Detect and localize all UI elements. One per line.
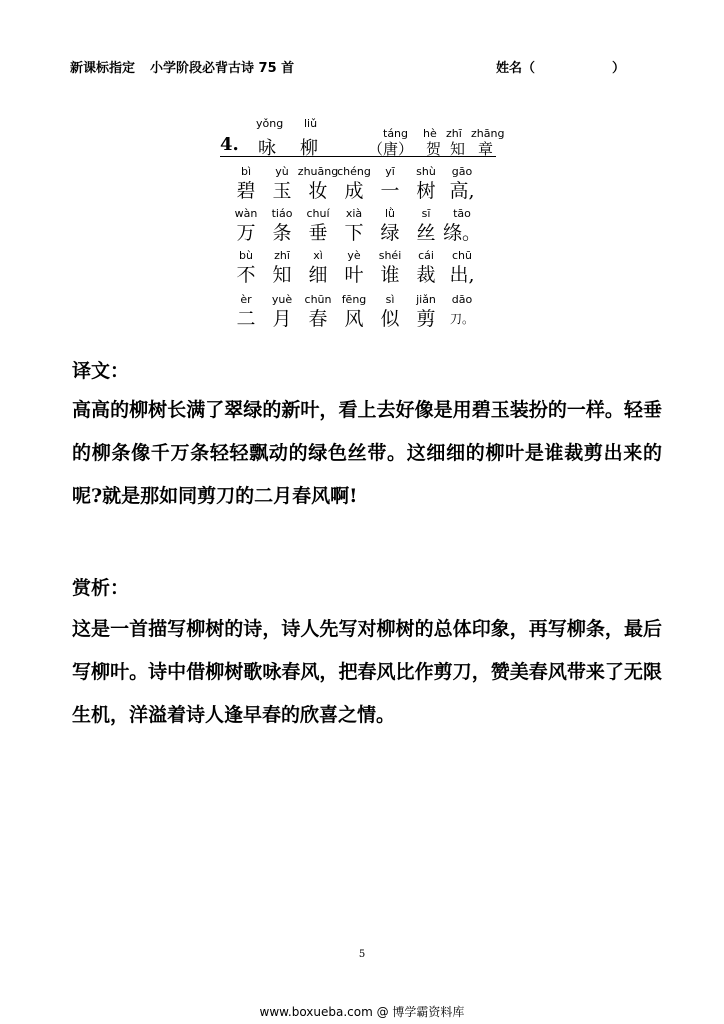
hanzi: 剪 [416, 308, 436, 330]
author-char: 知 [450, 140, 466, 158]
pinyin: sì [385, 293, 395, 306]
poem-cell [228, 165, 264, 203]
poem-line [228, 293, 484, 331]
hanzi: 条 [272, 222, 292, 244]
poem-cell [228, 293, 264, 331]
pinyin: xià [345, 207, 363, 220]
pinyin: yuè [271, 293, 293, 306]
poem-cell [444, 249, 480, 287]
poem-cell [297, 165, 339, 203]
poem-cell [336, 249, 372, 287]
pinyin: xì [313, 249, 323, 262]
hanzi: 绿 [380, 222, 400, 244]
pinyin: yī [385, 165, 395, 178]
hanzi: 丝 [416, 222, 436, 244]
title-char: 咏 [258, 138, 276, 159]
pinyin: zhī [274, 249, 290, 262]
poem-cell [444, 207, 480, 245]
hanzi: 高, [449, 180, 475, 202]
hanzi: 不 [236, 264, 256, 286]
pinyin: lǜ [384, 207, 396, 220]
poem-cell [228, 249, 264, 287]
pinyin: tāo [453, 207, 471, 220]
title-pinyin: yǒng [256, 117, 284, 130]
poem-cell [300, 207, 336, 245]
pinyin: tiáo [271, 207, 293, 220]
hanzi: 成 [344, 180, 364, 202]
hanzi: 刀。 [449, 312, 474, 326]
pinyin: yù [275, 165, 289, 178]
hanzi: 垂 [308, 222, 328, 244]
pinyin: yè [347, 249, 361, 262]
pinyin: chuí [306, 207, 330, 220]
poem-cell [372, 293, 408, 331]
hanzi: 出, [449, 264, 475, 286]
dynasty-pinyin: táng [383, 127, 409, 140]
hanzi: 裁 [416, 264, 436, 286]
hanzi: 知 [272, 264, 292, 286]
page-number: 5 [358, 949, 366, 960]
pinyin: fēng [341, 293, 367, 306]
name-label: 姓名（ [496, 61, 536, 76]
poem-cell [444, 293, 480, 331]
hanzi: 似 [380, 308, 400, 330]
poem-cell [336, 207, 372, 245]
hanzi: 谁 [380, 264, 400, 286]
hanzi: 万 [236, 222, 256, 244]
header-series: 新课标指定 [70, 61, 136, 76]
author-char: 贺 [426, 140, 442, 158]
poem-cell [300, 249, 336, 287]
pinyin: shù [416, 165, 436, 178]
hanzi: 碧 [236, 180, 256, 202]
hanzi: 细 [308, 264, 328, 286]
hanzi: 春 [308, 308, 328, 330]
poem-line [228, 249, 484, 287]
poem-cell [408, 293, 444, 331]
dynasty: （唐） [368, 140, 414, 158]
translation-heading: 译文： [72, 360, 130, 382]
pinyin: shéi [378, 249, 402, 262]
poem-cell [372, 249, 408, 287]
pinyin: zhuāng [297, 165, 339, 178]
pinyin: èr [240, 293, 252, 306]
poem-cell [408, 207, 444, 245]
poem-cell [264, 165, 300, 203]
pinyin: chéng [337, 165, 371, 178]
translation-text: 高高的柳树长满了翠绿的新叶，看上去好像是用碧玉装扮的一样。轻垂的柳条像千万条轻轻飘动的绿色丝带。这细细的柳叶是谁裁剪出来的呢?就是那如同剪刀的二月春风啊! [72, 399, 662, 507]
title-pinyin: liǔ [304, 117, 318, 130]
poem-cell [336, 165, 372, 203]
poem-cell [408, 249, 444, 287]
pinyin: dāo [451, 293, 473, 306]
hanzi: 绦。 [443, 222, 482, 244]
pinyin: chūn [304, 293, 332, 306]
pinyin: jiǎn [416, 293, 436, 306]
hanzi: 树 [416, 180, 436, 202]
poem-cell [372, 165, 408, 203]
hanzi: 一 [380, 180, 400, 202]
poem-line [228, 165, 484, 203]
poem-line [228, 207, 484, 245]
hanzi: 风 [344, 308, 364, 330]
pinyin: sī [421, 207, 431, 220]
pinyin: cái [418, 249, 434, 262]
hanzi: 下 [344, 222, 364, 244]
poem-cell [300, 293, 336, 331]
appreciation-heading: 赏析： [72, 577, 130, 599]
pinyin: chū [452, 249, 472, 262]
poem-cell [228, 207, 264, 245]
pinyin: bù [239, 249, 253, 262]
footer-watermark: www.boxueba.com @ 博学霸资料库 [259, 1005, 465, 1019]
poem-cell [444, 165, 480, 203]
appreciation-text: 这是一首描写柳树的诗，诗人先写对柳树的总体印象，再写柳条，最后写柳叶。诗中借柳树歌咏春风，把春风比作剪刀，赞美春风带来了无限生机，洋溢着诗人逢早春的欣喜之情。 [72, 618, 662, 726]
author-char: 章 [478, 140, 494, 158]
author-pinyin: zhāng [471, 127, 505, 140]
hanzi: 玉 [272, 180, 292, 202]
author-pinyin: zhī [446, 127, 462, 140]
pinyin: gāo [451, 165, 473, 178]
pinyin: bì [240, 165, 252, 178]
hanzi: 妆 [308, 180, 328, 202]
author-pinyin: hè [423, 127, 437, 140]
header-collection: 小学阶段必背古诗 75 首 [150, 61, 295, 76]
poem-cell [372, 207, 408, 245]
title-char: 柳 [300, 138, 318, 159]
name-close: ） [612, 61, 626, 76]
poem-cell [264, 249, 300, 287]
hanzi: 月 [272, 308, 292, 330]
hanzi: 二 [236, 308, 256, 330]
poem-cell [264, 293, 300, 331]
pinyin: wàn [234, 207, 258, 220]
poem-cell [336, 293, 372, 331]
poem-cell [408, 165, 444, 203]
poem-number: 4. [220, 134, 239, 155]
hanzi: 叶 [344, 264, 364, 286]
poem-cell [264, 207, 300, 245]
